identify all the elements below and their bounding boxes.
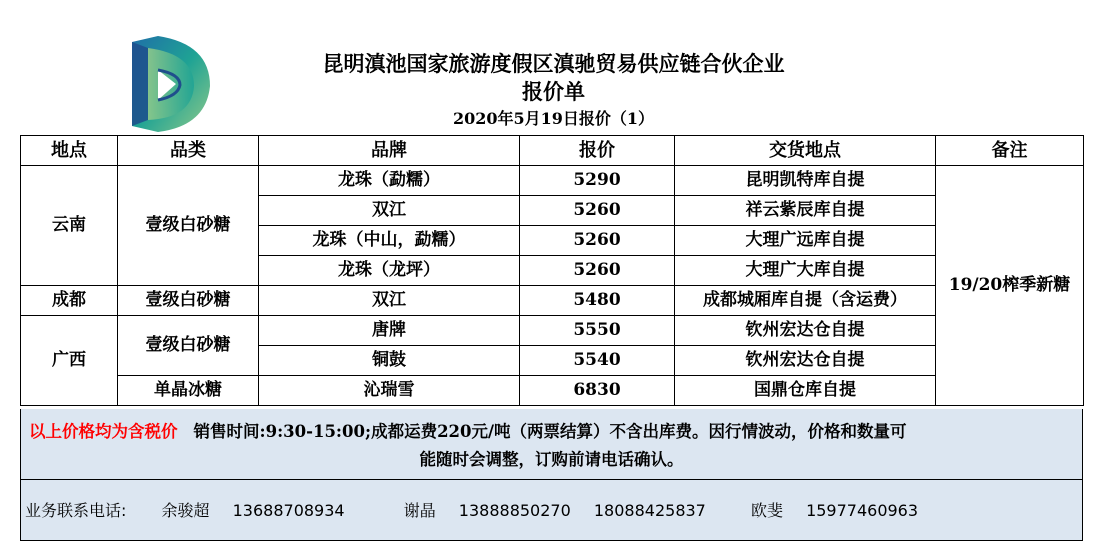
header-category: 品类	[118, 136, 259, 166]
price-cell: 6830	[520, 376, 675, 406]
contact-phone-2a[interactable]: 13888850270	[458, 501, 571, 520]
brand-cell: 铜鼓	[259, 346, 520, 376]
brand-cell: 龙珠（勐糯）	[259, 166, 520, 196]
contact-phone-2b[interactable]: 18088425837	[593, 501, 706, 520]
location-cell: 广西	[21, 316, 118, 406]
quote-date: 2020年5月19日报价（1）	[452, 109, 655, 128]
table-row	[21, 316, 1084, 346]
price-cell: 5550	[520, 316, 675, 346]
delivery-cell: 钦州宏达仓自提	[675, 346, 936, 376]
header-price: 报价	[520, 136, 675, 166]
brand-cell: 沁瑞雪	[259, 376, 520, 406]
delivery-cell: 钦州宏达仓自提	[675, 316, 936, 346]
terms-text-line1: 销售时间:9:30-15:00;成都运费220元/吨（两票结算）不含出库费。因行情波动，价格和数量可	[193, 422, 907, 441]
brand-cell: 双江	[259, 196, 520, 226]
contact-phone-1[interactable]: 13688708934	[232, 501, 345, 520]
table-header-row	[21, 136, 1084, 166]
category-cell: 壹级白砂糖	[118, 316, 259, 376]
tax-included-notice: 以上价格均为含税价	[29, 422, 178, 441]
location-cell: 云南	[21, 166, 118, 286]
brand-cell: 龙珠（中山，勐糯）	[259, 226, 520, 256]
table-row	[21, 376, 1084, 406]
price-cell: 5260	[520, 226, 675, 256]
table-row	[21, 166, 1084, 196]
price-cell: 5480	[520, 286, 675, 316]
price-cell: 5290	[520, 166, 675, 196]
contact-name-1: 余骏超	[161, 501, 210, 520]
delivery-cell: 祥云紫辰库自提	[675, 196, 936, 226]
delivery-cell: 大理广远库自提	[675, 226, 936, 256]
contact-phone-3[interactable]: 15977460963	[806, 501, 919, 520]
header-delivery: 交货地点	[675, 136, 936, 166]
location-cell: 成都	[21, 286, 118, 316]
brand-cell: 唐牌	[259, 316, 520, 346]
header-remark: 备注	[936, 136, 1084, 166]
brand-cell: 双江	[259, 286, 520, 316]
category-cell: 壹级白砂糖	[118, 166, 259, 286]
table-row	[21, 286, 1084, 316]
price-cell: 5260	[520, 256, 675, 286]
delivery-cell: 成都城厢库自提（含运费）	[675, 286, 936, 316]
delivery-cell: 大理广大库自提	[675, 256, 936, 286]
price-cell: 5260	[520, 196, 675, 226]
category-cell: 单晶冰糖	[118, 376, 259, 406]
contact-name-3: 欧斐	[750, 501, 783, 520]
price-cell: 5540	[520, 346, 675, 376]
terms-text-line2: 能随时会调整，订购前请电话确认。	[419, 450, 684, 469]
contact-name-2: 谢晶	[403, 501, 436, 520]
contact-label: 业务联系电话:	[25, 501, 127, 520]
remark-cell: 19/20榨季新糖	[936, 166, 1084, 406]
header-brand: 品牌	[259, 136, 520, 166]
price-table	[20, 135, 1084, 406]
terms-notes	[20, 409, 1083, 480]
delivery-cell: 国鼎仓库自提	[675, 376, 936, 406]
header-location: 地点	[21, 136, 118, 166]
category-cell: 壹级白砂糖	[118, 286, 259, 316]
brand-cell: 龙珠（龙坪）	[259, 256, 520, 286]
page-subtitle: 报价单	[522, 79, 585, 104]
page-title: 昆明滇池国家旅游度假区滇驰贸易供应链合伙企业	[322, 51, 785, 76]
contact-bar	[20, 480, 1083, 541]
delivery-cell: 昆明凯特库自提	[675, 166, 936, 196]
